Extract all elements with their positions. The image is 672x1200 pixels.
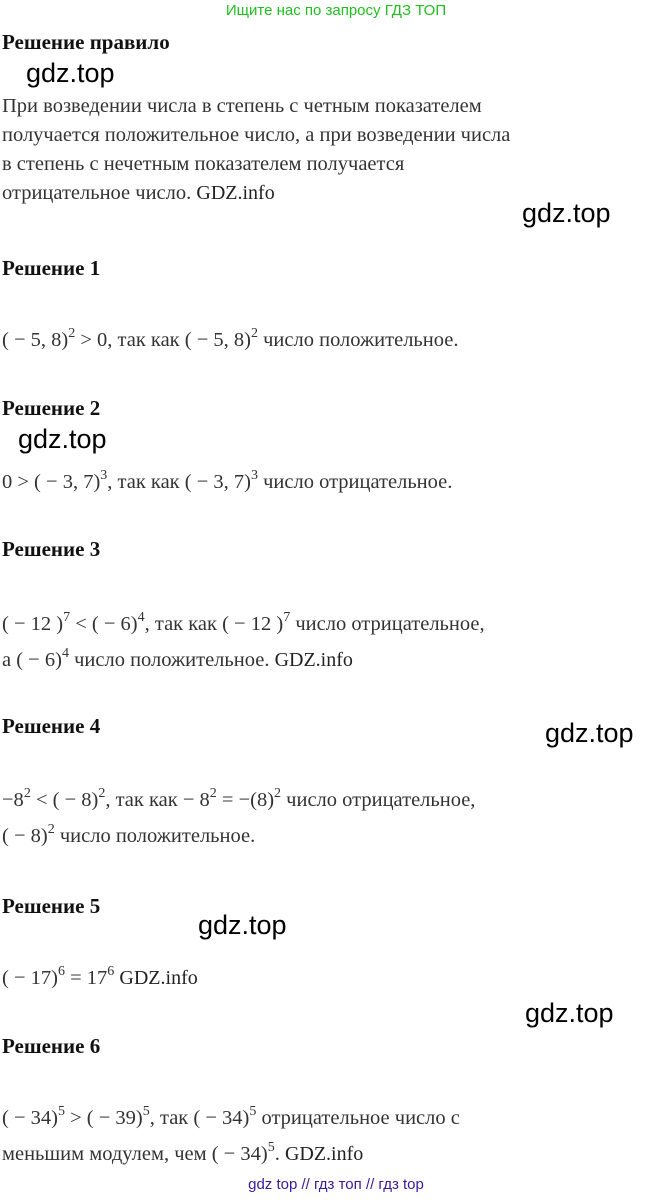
watermark-gdz-info: GDZ.info <box>119 967 198 989</box>
math-text: , так как ( − 3, 7) <box>107 471 251 493</box>
solution-2-heading: Решение 2 <box>2 396 101 420</box>
exponent: 5 <box>267 1140 275 1155</box>
solution-line <box>2 1104 460 1133</box>
watermark-gdz-top: gdz.top <box>522 198 611 228</box>
exponent: 3 <box>250 468 258 483</box>
solution-line <box>2 646 485 675</box>
math-text: число отрицательное, <box>281 789 476 811</box>
watermark-gdz-top: gdz.top <box>18 424 107 454</box>
exponent: 2 <box>250 326 258 341</box>
watermark-gdz-info: GDZ.info <box>196 182 275 204</box>
math-text: . <box>274 1143 280 1165</box>
exponent: 7 <box>63 610 71 625</box>
math-text: ( − 8) <box>2 825 48 847</box>
math-text: число положительное. <box>68 649 270 671</box>
math-text: = −(8) <box>216 789 275 811</box>
solution-2-text <box>2 468 452 497</box>
exponent: 5 <box>142 1104 150 1119</box>
math-text: ( − 12 ) <box>2 613 64 635</box>
rule-line-text: отрицательное число. <box>2 182 192 204</box>
watermark-gdz-top: gdz.top <box>545 718 634 748</box>
exponent: 5 <box>249 1104 257 1119</box>
math-text: , так как ( − 12 ) <box>144 613 284 635</box>
rule-line: в степень с нечетным показателем получается <box>2 153 405 175</box>
solution-6-text <box>2 1104 460 1169</box>
math-text: ( − 34) <box>2 1107 58 1129</box>
exponent: 4 <box>61 646 69 661</box>
solution-line <box>2 822 475 851</box>
math-text: число отрицательное. <box>257 471 453 493</box>
math-text: число отрицательное, <box>290 613 485 635</box>
math-text: > 0, так как ( − 5, 8) <box>75 329 251 351</box>
math-text: < ( − 6) <box>70 613 138 635</box>
math-text: , так как − 8 <box>105 789 210 811</box>
rule-line: получается положительное число, а при возведении числа <box>2 124 511 146</box>
solution-4-heading: Решение 4 <box>2 714 101 738</box>
solution-5-text <box>2 964 198 993</box>
solution-5-heading: Решение 5 <box>2 894 101 918</box>
solution-line <box>2 786 475 815</box>
math-text: 0 > ( − 3, 7) <box>2 471 101 493</box>
exponent: 2 <box>47 822 55 837</box>
footer-links[interactable]: gdz top // гдз топ // гдз top <box>248 1176 424 1193</box>
solution-6-heading: Решение 6 <box>2 1034 101 1058</box>
watermark-gdz-top: gdz.top <box>26 58 115 88</box>
exponent: 2 <box>98 786 106 801</box>
math-text: число положительное. <box>54 825 256 847</box>
solution-1-text <box>2 326 458 355</box>
exponent: 2 <box>209 786 217 801</box>
math-text: −8 <box>2 789 24 811</box>
exponent: 2 <box>23 786 31 801</box>
solution-line <box>2 610 485 639</box>
watermark-gdz-top: gdz.top <box>525 998 614 1028</box>
math-text: > ( − 39) <box>64 1107 143 1129</box>
exponent: 7 <box>283 610 291 625</box>
rule-heading: Решение правило <box>2 30 170 54</box>
solution-1-heading: Решение 1 <box>2 256 101 280</box>
exponent: 4 <box>137 610 145 625</box>
math-text: ( − 17) <box>2 967 58 989</box>
solution-line <box>2 1140 460 1169</box>
solution-4-text <box>2 786 475 851</box>
rule-line: При возведении числа в степень с четным показателем <box>2 95 482 117</box>
exponent: 6 <box>57 964 65 979</box>
solution-3-heading: Решение 3 <box>2 537 101 561</box>
exponent: 6 <box>107 964 115 979</box>
math-text: < ( − 8) <box>30 789 99 811</box>
exponent: 2 <box>68 326 76 341</box>
exponent: 5 <box>57 1104 65 1119</box>
top-banner-link[interactable]: Ищите нас по запросу ГДЗ ТОП <box>225 2 447 19</box>
math-text: = 17 <box>64 967 108 989</box>
exponent: 2 <box>274 786 282 801</box>
exponent: 3 <box>100 468 108 483</box>
math-text: меньшим модулем, чем ( − 34) <box>2 1143 268 1165</box>
math-text: ( − 5, 8) <box>2 329 69 351</box>
math-text: число положительное. <box>257 329 459 351</box>
math-text: а ( − 6) <box>2 649 62 671</box>
rule-line <box>2 179 510 208</box>
rule-text <box>2 92 510 208</box>
watermark-gdz-top: gdz.top <box>198 910 287 940</box>
watermark-gdz-info: GDZ.info <box>274 649 353 671</box>
math-text: , так ( − 34) <box>149 1107 250 1129</box>
math-text: отрицательное число с <box>256 1107 460 1129</box>
solution-3-text <box>2 610 485 675</box>
watermark-gdz-info: GDZ.info <box>284 1143 364 1165</box>
